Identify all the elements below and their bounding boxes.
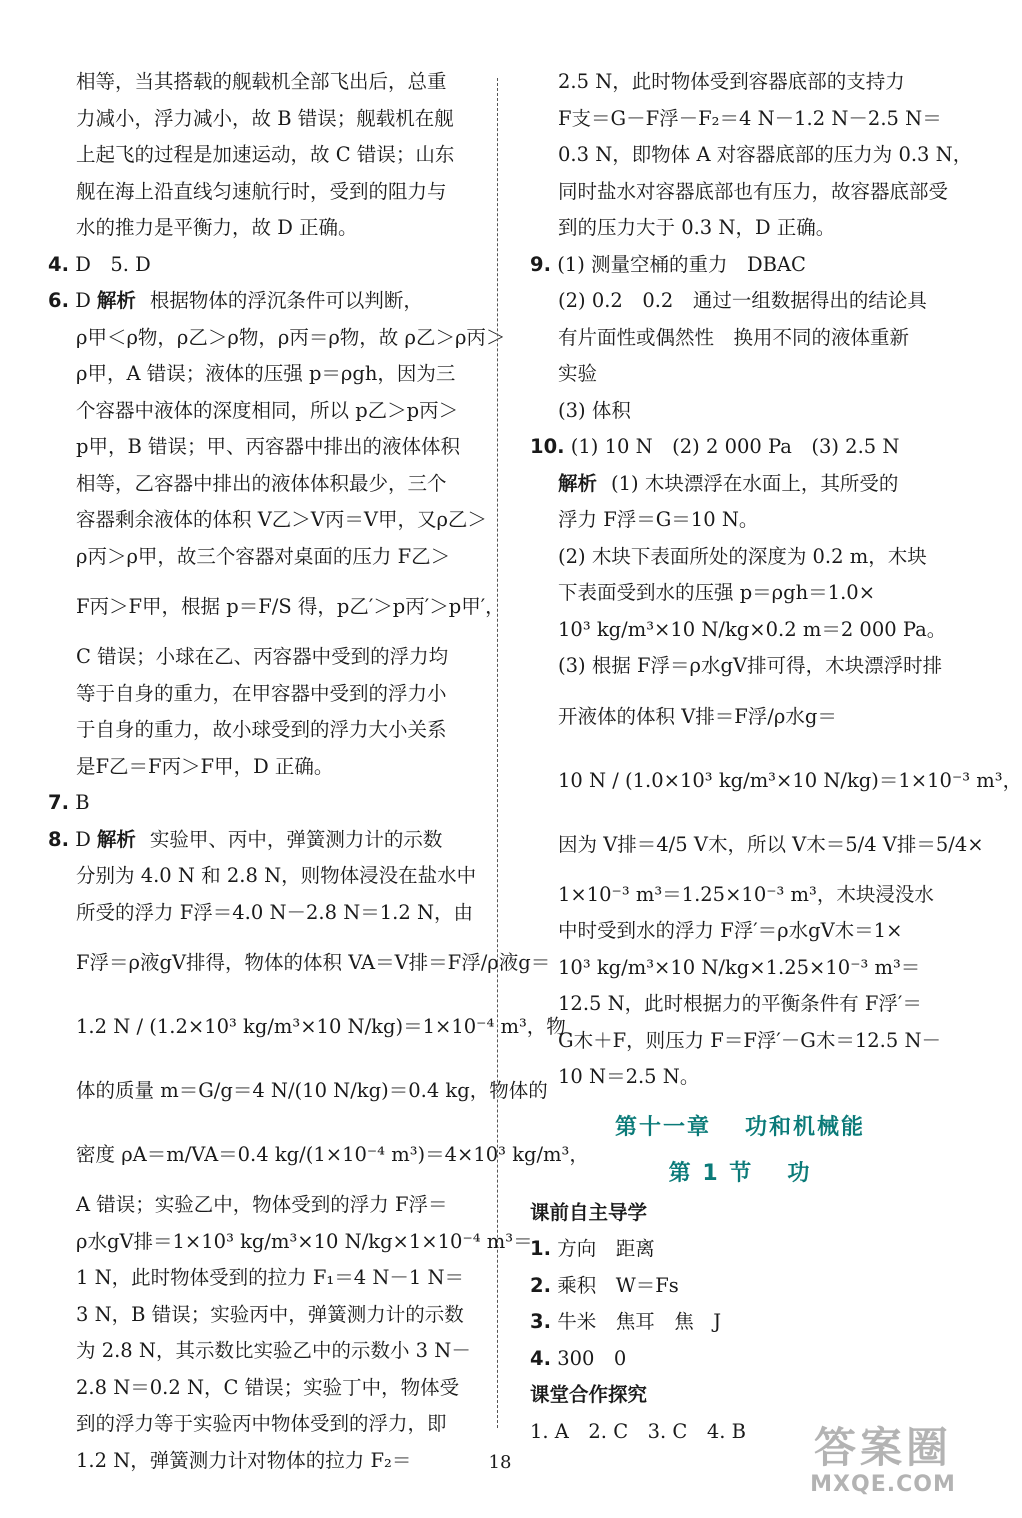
pre-item: 1. 方向 距离 [530, 1237, 655, 1260]
answer-7: 7. B [48, 791, 90, 814]
text-line: F支＝G－F浮－F₂＝4 N－1.2 N－2.5 N＝ [558, 106, 942, 130]
text-line: 体的质量 m＝G/g＝4 N/(10 N/kg)＝0.4 kg，物体的 [76, 1079, 548, 1102]
right-column [530, 64, 1022, 1450]
text-line: 个容器中液体的深度相同，所以 p乙＞p丙＞ [76, 398, 459, 422]
text-line: 是F乙＝F丙＞F甲，D 正确。 [76, 754, 334, 778]
pre-item: 3. 牛米 焦耳 焦 J [530, 1310, 722, 1333]
text-line: 于自身的重力，故小球受到的浮力大小关系 [76, 718, 447, 741]
chapter-title: 第十一章 功和机械能 [614, 1114, 866, 1140]
text-line: 舰在海上沿直线匀速航行时，受到的阻力与 [76, 179, 447, 203]
text-line: 相等，当其搭载的舰载机全部飞出后，总重 [76, 70, 447, 93]
text-line: ρ甲，A 错误；液体的压强 p＝ρgh，因为三 [76, 362, 456, 385]
watermark-logo [788, 1424, 978, 1498]
section-title: 第 1 节 功 [668, 1161, 812, 1186]
text-line: 到的压力大于 0.3 N，D 正确。 [558, 216, 836, 239]
text-line: 密度 ρA＝m/VA＝0.4 kg/(1×10⁻⁴ m³)＝4×10³ kg/m³， [76, 1143, 589, 1166]
text-line: (2) 木块下表面所处的深度为 0.2 m，木块 [558, 544, 927, 568]
text-line: 2.5 N，此时物体受到容器底部的支持力 [558, 70, 905, 93]
text-line: 力减小，浮力减小，故 B 错误；舰载机在舰 [76, 106, 454, 130]
text-line: 上起飞的过程是加速运动，故 C 错误；山东 [76, 143, 455, 166]
page-number: 18 [488, 1452, 512, 1473]
text-line: 3 N，B 错误；实验丙中，弹簧测力计的示数 [76, 1302, 464, 1326]
text-line: F丙＞F甲，根据 p＝F/S 得，p乙′＞p丙′＞p甲′， [76, 595, 505, 618]
text-line: 2.8 N＝0.2 N，C 错误；实验丁中，物体受 [76, 1375, 460, 1399]
text-line: 0.3 N，即物体 A 对容器底部的压力为 0.3 N， [558, 143, 973, 166]
analysis-label: 解析 [96, 289, 136, 312]
text-line: 1.2 N / (1.2×10³ kg/m³×10 N/kg)＝1×10⁻⁴ m³，物 [76, 1015, 566, 1038]
text-line: 容器剩余液体的体积 V乙＞V丙＝V甲，又ρ乙＞ [76, 508, 487, 531]
text-line: (3) 体积 [558, 398, 631, 422]
text-line: 10 N＝2.5 N。 [558, 1065, 700, 1088]
analysis-label: 解析 [558, 471, 598, 495]
text-line: 1×10⁻³ m³＝1.25×10⁻³ m³，木块浸没水 [558, 882, 934, 906]
text-line: 1.2 N，弹簧测力计对物体的拉力 F₂＝ [76, 1448, 412, 1472]
text-line: 相等，乙容器中排出的液体体积最少，三个 [76, 471, 447, 495]
text-line: 因为 V排＝4/5 V木，所以 V木＝5/4 V排＝5/4× [558, 832, 984, 856]
column-divider [497, 78, 498, 1428]
text-line: 同时盐水对容器底部也有压力，故容器底部受 [558, 179, 949, 203]
text-line: A 错误；实验乙中，物体受到的浮力 F浮＝ [76, 1193, 448, 1216]
text-line: 有片面性或偶然性 换用不同的液体重新 [558, 325, 910, 349]
text-line: F浮＝ρ液gV排得，物体的体积 VA＝V排＝F浮/ρ液g＝ [76, 951, 551, 974]
pre-study-heading: 课前自主导学 [530, 1200, 648, 1224]
watermark-text: 答案圈 [813, 1423, 952, 1472]
text-line: 下表面受到水的压强 p＝ρgh＝1.0× [558, 581, 876, 604]
text-line: 所受的浮力 F浮＝4.0 N－2.8 N＝1.2 N，由 [76, 900, 474, 924]
text-line: 12.5 N，此时根据力的平衡条件有 F浮′＝ [558, 992, 922, 1015]
text-line: 开液体的体积 V排＝F浮/ρ水g＝ [558, 704, 837, 728]
text-line: 10³ kg/m³×10 N/kg×1.25×10⁻³ m³＝ [558, 955, 921, 979]
text-line: 为 2.8 N，其示数比实验乙中的示数小 3 N－ [76, 1339, 471, 1362]
text-line: 实验 [558, 362, 598, 385]
text-line: ρ丙＞ρ甲，故三个容器对桌面的压力 F乙＞ [76, 544, 451, 568]
text-line: 浮力 F浮＝G＝10 N。 [558, 508, 759, 531]
text-line: 水的推力是平衡力，故 D 正确。 [76, 216, 358, 239]
text-line: 分别为 4.0 N 和 2.8 N，则物体浸没在盐水中 [76, 864, 477, 887]
text-line: p甲，B 错误；甲、丙容器中排出的液体体积 [76, 435, 461, 458]
answer-10: 10. (1) 10 N (2) 2 000 Pa (3) 2.5 N [530, 435, 900, 458]
cooperation-heading: 课堂合作探究 [530, 1383, 648, 1406]
text-line: 10³ kg/m³×10 N/kg×0.2 m＝2 000 Pa。 [558, 617, 947, 641]
answer-6: 6. D 解析 根据物体的浮沉条件可以判断， [48, 289, 423, 312]
text-line: 1 N，此时物体受到的拉力 F₁＝4 N－1 N＝ [76, 1266, 465, 1289]
text-line: 10 N / (1.0×10³ kg/m³×10 N/kg)＝1×10⁻³ m³， [558, 768, 1022, 792]
answer-4-5: 4. D 5. D [48, 252, 151, 276]
cooperation-answers: 1. A 2. C 3. C 4. B [530, 1419, 746, 1443]
analysis-label: 解析 [96, 827, 136, 851]
answer-9: 9. (1) 测量空桶的重力 DBAC [530, 252, 806, 276]
text-line: 中时受到水的浮力 F浮′＝ρ水gV木＝1× [558, 919, 903, 942]
pre-item: 2. 乘积 W＝Fs [530, 1273, 679, 1297]
text-line: ρ水gV排＝1×10³ kg/m³×10 N/kg×1×10⁻⁴ m³＝ [76, 1229, 533, 1253]
text-line: C 错误；小球在乙、丙容器中受到的浮力均 [76, 645, 449, 668]
text-line: ρ甲＜ρ物，ρ乙＞ρ物，ρ丙＝ρ物，故 ρ乙＞ρ丙＞ [76, 325, 506, 349]
text-line: 等于自身的重力，在甲容器中受到的浮力小 [76, 681, 447, 705]
pre-item: 4. 300 0 [530, 1346, 627, 1370]
text-line: 到的浮力等于实验丙中物体受到的浮力，即 [76, 1412, 447, 1435]
watermark-url: MXQE.COM [810, 1472, 956, 1497]
text-line: (3) 根据 F浮＝ρ水gV排可得，木块漂浮时排 [558, 654, 943, 677]
text-line: G木＋F，则压力 F＝F浮′－G木＝12.5 N－ [558, 1028, 942, 1052]
text-line: (2) 0.2 0.2 通过一组数据得出的结论具 [558, 289, 927, 312]
analysis-line: 解析 (1) 木块漂浮在水面上，其所受的 [558, 471, 899, 495]
answer-8: 8. D 解析 实验甲、丙中，弹簧测力计的示数 [48, 827, 443, 851]
